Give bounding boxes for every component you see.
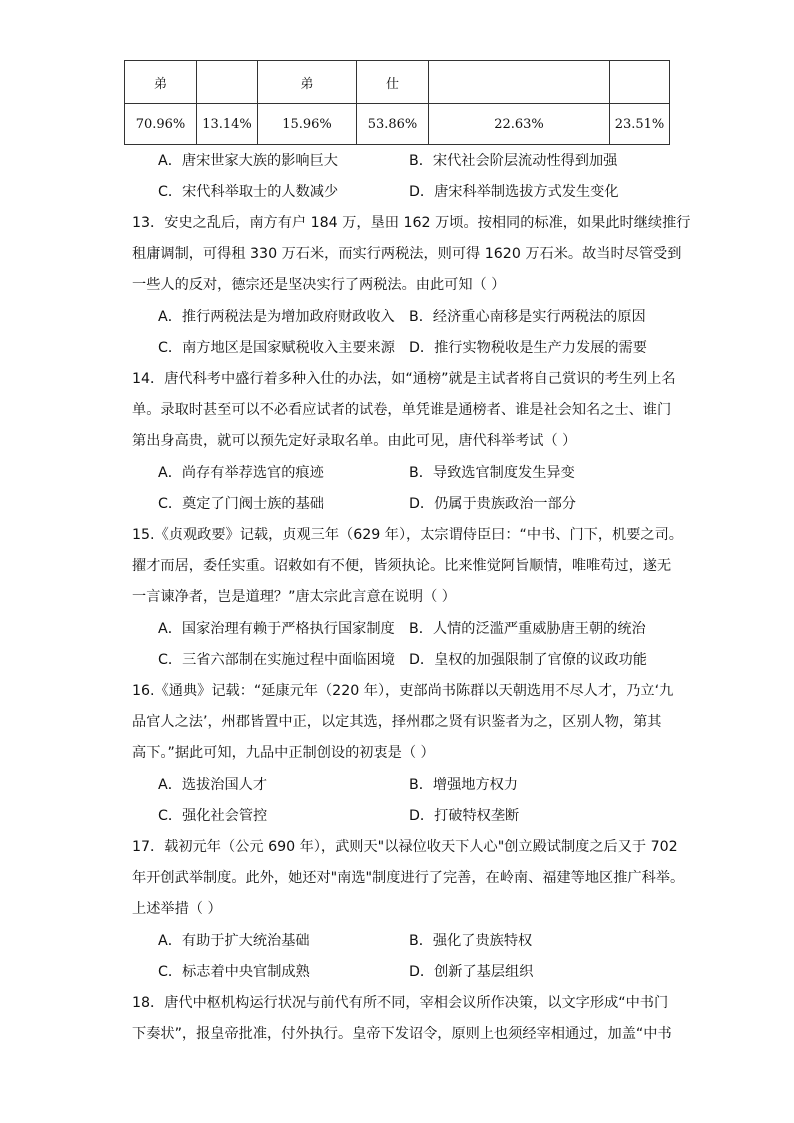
q14-option-d: D．仍属于贵族政治一部分 bbox=[409, 496, 576, 512]
q17-option-b: B．强化了贵族特权 bbox=[409, 933, 533, 949]
table-cell: 弟 bbox=[258, 61, 357, 104]
q16-option-a: A．选拔治国人才 bbox=[158, 777, 268, 793]
q13-option-a: A．推行两税法是为增加政府财政收入 bbox=[158, 309, 395, 325]
q16-option-b: B．增强地方权力 bbox=[409, 777, 519, 793]
q14-option-a: A．尚存有举荐选官的痕迹 bbox=[158, 465, 324, 481]
q17-option-d: D．创新了基层组织 bbox=[409, 964, 534, 980]
q14-stem-line: 单。录取时甚至可以不必看应试者的试卷，单凭谁是通榜者、谁是社会知名之士、谁门 bbox=[132, 402, 672, 418]
q15-stem-line: 15.《贞观政要》记载，贞观三年（629 年），太宗谓侍臣曰：“中书、门下，机要之司。 bbox=[132, 527, 683, 543]
q15-stem-line: 擢才而居，委任实重。诏敕如有不便，皆须执论。比来惟觉阿旨顺情，唯唯苟过，遂无 bbox=[132, 558, 672, 574]
table-cell bbox=[197, 61, 258, 104]
q14-stem-line: 14．唐代科考中盛行着多种入仕的办法，如“通榜”就是主试者将自己赏识的考生列上名 bbox=[132, 371, 676, 387]
table-cell: 弟 bbox=[125, 61, 197, 104]
q16-option-d: D．打破特权垄断 bbox=[409, 808, 520, 824]
q14-option-b: B．导致选官制度发生异变 bbox=[409, 465, 575, 481]
q15-option-d: D．皇权的加强限制了官僚的议政功能 bbox=[409, 652, 647, 668]
q15-option-c: C．三省六部制在实施过程中面临困境 bbox=[158, 652, 395, 668]
q15-stem-line: 一言谏净者，岂是道理？”唐太宗此言意在说明（ ） bbox=[132, 589, 456, 605]
q17-stem-line: 年开创武举制度。此外，她还对"南选"制度进行了完善，在岭南、福建等地区推广科举。 bbox=[132, 870, 685, 886]
table-row bbox=[125, 104, 670, 145]
q16-stem-line: 高下。”据此可知，九品中正制创设的初衷是（ ） bbox=[132, 745, 435, 761]
table-cell: 仕 bbox=[357, 61, 429, 104]
table-cell: 70.96% bbox=[125, 104, 197, 145]
table-row bbox=[125, 61, 670, 104]
q12-option-d: D．唐宋科举制选拔方式发生变化 bbox=[409, 184, 619, 200]
q13-option-c: C．南方地区是国家赋税收入主要来源 bbox=[158, 340, 395, 356]
q14-stem-line: 第出身高贵，就可以预先定好录取名单。由此可见，唐代科举考试（ ） bbox=[132, 433, 577, 449]
q12-option-a: A．唐宋世家大族的影响巨大 bbox=[158, 153, 338, 169]
table-cell: 13.14% bbox=[197, 104, 258, 145]
table-cell bbox=[429, 61, 610, 104]
q13-stem-line: 13．安史之乱后，南方有户 184 万，垦田 162 万顷。按相同的标准，如果此时继续推行 bbox=[132, 215, 691, 231]
q17-option-a: A．有助于扩大统治基础 bbox=[158, 933, 310, 949]
table-cell: 53.86% bbox=[357, 104, 429, 145]
q16-option-c: C．强化社会管控 bbox=[158, 808, 268, 824]
q18-stem-line: 18．唐代中枢机构运行状况与前代有所不同，宰相会议所作决策，以文字形成“中书门 bbox=[132, 995, 669, 1011]
q17-stem-line: 17．载初元年（公元 690 年），武则天"以禄位收天下人心"创立殿试制度之后又于 702 bbox=[132, 839, 678, 855]
table-cell: 23.51% bbox=[610, 104, 670, 145]
q13-stem-line: 租庸调制，可得租 330 万石米，而实行两税法，则可得 1620 万石米。故当时尽管受到 bbox=[132, 246, 682, 262]
q12-option-c: C．宋代科举取士的人数减少 bbox=[158, 184, 339, 200]
q13-option-b: B．经济重心南移是实行两税法的原因 bbox=[409, 309, 646, 325]
q17-stem-line: 上述举措（ ） bbox=[132, 901, 222, 917]
q17-option-c: C．标志着中央官制成熟 bbox=[158, 964, 310, 980]
table-cell bbox=[610, 61, 670, 104]
table-cell: 15.96% bbox=[258, 104, 357, 145]
q16-stem-line: 品官人之法’，州郡皆置中正，以定其选，择州郡之贤有识鉴者为之，区别人物，第其 bbox=[132, 714, 662, 730]
table-cell: 22.63% bbox=[429, 104, 610, 145]
data-table bbox=[124, 60, 670, 145]
q13-stem-line: 一些人的反对，德宗还是坚决实行了两税法。由此可知（ ） bbox=[132, 277, 506, 293]
q15-option-a: A．国家治理有赖于严格执行国家制度 bbox=[158, 621, 395, 637]
q15-option-b: B．人情的泛滥严重威胁唐王朝的统治 bbox=[409, 621, 646, 637]
q13-option-d: D．推行实物税收是生产力发展的需要 bbox=[409, 340, 647, 356]
q14-option-c: C．奠定了门阀士族的基础 bbox=[158, 496, 324, 512]
q16-stem-line: 16.《通典》记载：“延康元年（220 年），吏部尚书陈群以天朝选用不尽人才，乃立‘九 bbox=[132, 683, 674, 699]
q18-stem-line: 下奏状”，报皇帝批准，付外执行。皇帝下发诏令，原则上也须经宰相通过，加盖“中书 bbox=[132, 1026, 672, 1042]
q12-option-b: B．宋代社会阶层流动性得到加强 bbox=[409, 153, 618, 169]
